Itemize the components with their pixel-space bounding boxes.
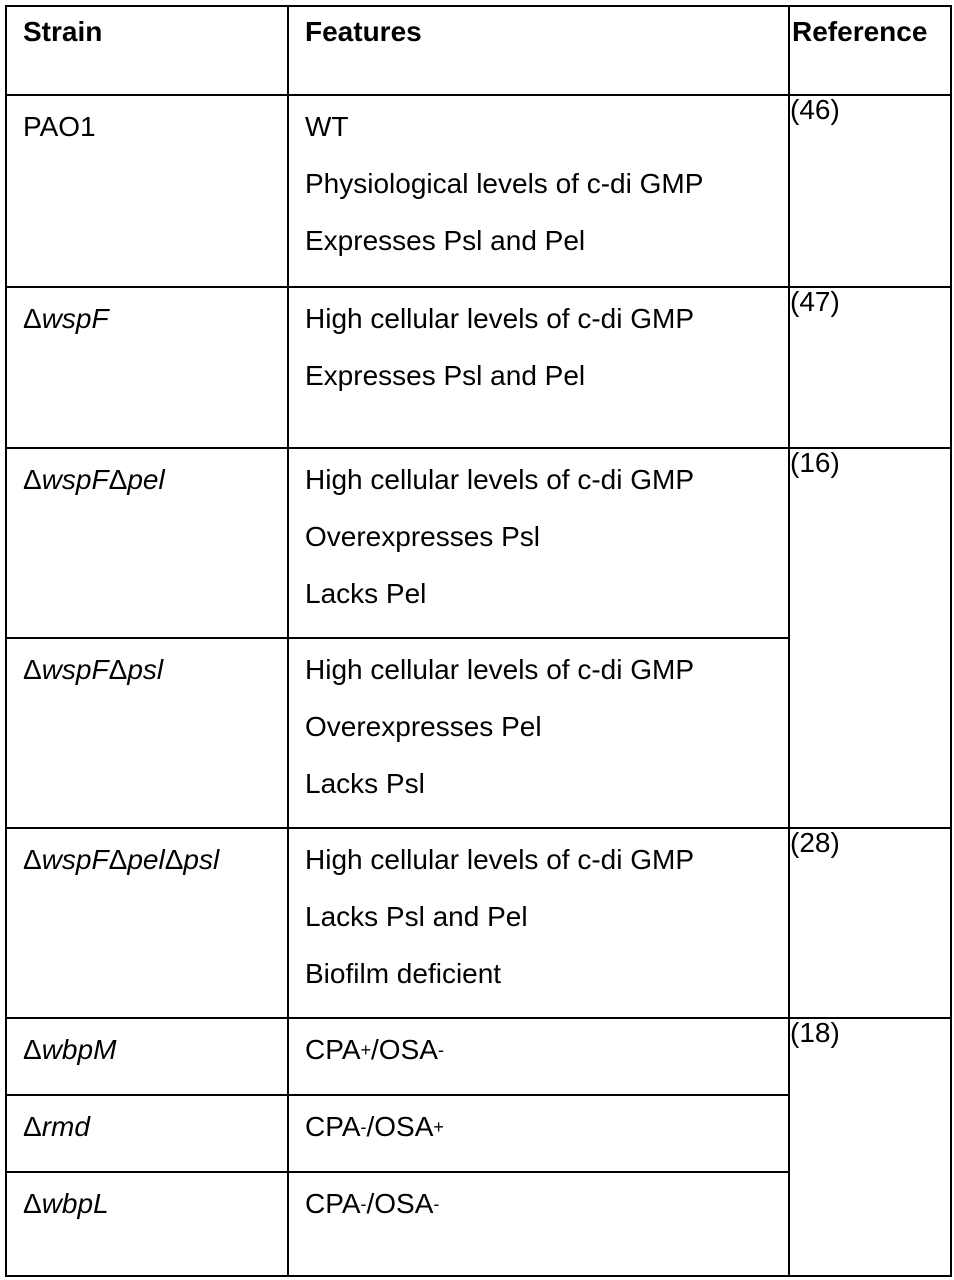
header-features: Features (288, 6, 789, 95)
features-cell: CPA+/OSA- (288, 1018, 789, 1095)
strain-cell: ΔwbpL (6, 1172, 288, 1276)
header-reference: Reference (789, 6, 951, 95)
reference-cell: (18) (789, 1018, 951, 1276)
header-strain: Strain (6, 6, 288, 95)
strain-cell: ΔwspFΔpsl (6, 638, 288, 828)
strain-cell: ΔwbpM (6, 1018, 288, 1095)
strain-cell: ΔwspFΔpel (6, 448, 288, 638)
features-cell: High cellular levels of c-di GMP Overexpresses Psl Lacks Pel (288, 448, 789, 638)
header-row (6, 6, 951, 95)
reference-cell: (28) (789, 828, 951, 1018)
reference-cell: (16) (789, 448, 951, 828)
strain-cell: ΔwspFΔpelΔpsl (6, 828, 288, 1018)
strain-table (5, 5, 952, 1277)
strain-cell: ΔwspF (6, 287, 288, 448)
features-cell: High cellular levels of c-di GMP Overexpresses Pel Lacks Psl (288, 638, 789, 828)
table-row (6, 828, 951, 1018)
reference-cell: (47) (789, 287, 951, 448)
table-row (6, 287, 951, 448)
reference-cell: (46) (789, 95, 951, 287)
features-cell: High cellular levels of c-di GMP Expresses Psl and Pel (288, 287, 789, 448)
table-row (6, 1018, 951, 1095)
features-cell: CPA-/OSA+ (288, 1095, 789, 1172)
features-cell: CPA-/OSA- (288, 1172, 789, 1276)
table-row (6, 95, 951, 287)
strain-cell: Δrmd (6, 1095, 288, 1172)
features-cell: High cellular levels of c-di GMP Lacks Psl and Pel Biofilm deficient (288, 828, 789, 1018)
features-cell: WT Physiological levels of c-di GMP Expresses Psl and Pel (288, 95, 789, 287)
table-row (6, 448, 951, 638)
strain-cell: PAO1 (6, 95, 288, 287)
